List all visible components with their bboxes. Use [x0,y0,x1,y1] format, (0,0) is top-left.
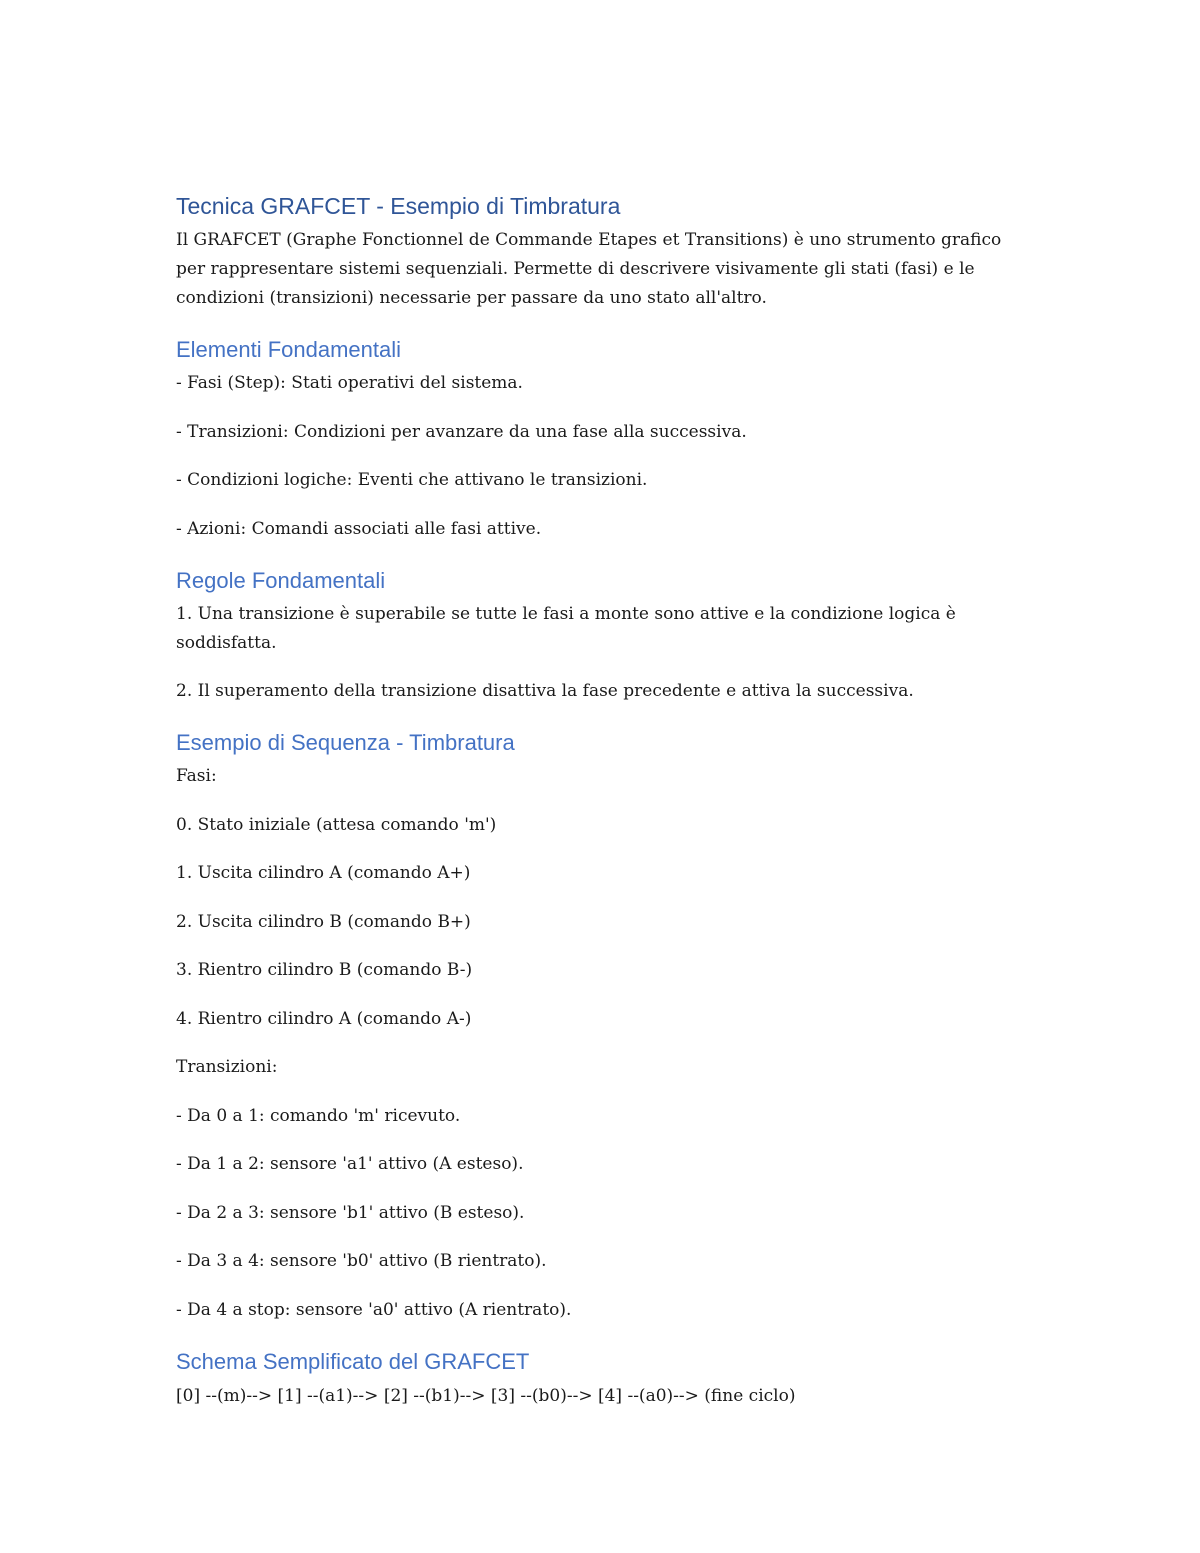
transizione-item: - Da 1 a 2: sensore 'a1' attivo (A esteso). [176,1154,524,1174]
schema-line: [0] --(m)--> [1] --(a1)--> [2] --(b1)--> [3] --(b0)--> [4] --(a0)--> (fine ciclo) [176,1385,796,1406]
transizione-item: - Da 0 a 1: comando 'm' ricevuto. [176,1105,461,1126]
list-item: - Azioni: Comandi associati alle fasi attive. [176,518,542,539]
document-page [176,190,1026,1411]
section-heading-schema: Schema Semplificato del GRAFCET [176,1348,530,1374]
fase-item: 4. Rientro cilindro A (comando A-) [176,1008,472,1029]
transizioni-label: Transizioni: [176,1057,278,1077]
rule-item: 1. Una transizione è superabile se tutte le fasi a monte sono attive e la condizione logica è soddisfatta. [176,603,956,653]
list-item: - Transizioni: Condizioni per avanzare da una fase alla successiva. [176,421,747,442]
section-heading-elementi: Elementi Fondamentali [176,337,402,362]
list-item: - Fasi (Step): Stati operativi del sistema. [176,373,523,393]
fase-item: 1. Uscita cilindro A (comando A+) [176,863,471,883]
transizione-item: - Da 2 a 3: sensore 'b1' attivo (B esteso). [176,1202,525,1223]
list-item: - Condizioni logiche: Eventi che attivano le transizioni. [176,470,648,490]
section-heading-esempio: Esempio di Sequenza - Timbratura [176,730,515,755]
section-heading-regole: Regole Fondamentali [176,567,386,593]
rule-item: 2. Il superamento della transizione disattiva la fase precedente e attiva la successiva. [176,681,914,701]
fase-item: 2. Uscita cilindro B (comando B+) [176,911,471,932]
fasi-label: Fasi: [176,766,217,786]
transizione-item: - Da 3 a 4: sensore 'b0' attivo (B rientrato). [176,1251,547,1271]
transizione-item: - Da 4 a stop: sensore 'a0' attivo (A rientrato). [176,1299,572,1320]
fase-item: 3. Rientro cilindro B (comando B-) [176,960,473,980]
intro-paragraph: Il GRAFCET (Graphe Fonctionnel de Commande Etapes et Transitions) è uno strumento grafico per rappresentare sistemi sequenziali. Permette di descrivere visivamente gli stati (fasi) e le condizioni (transizioni) necessarie per passare da uno stato all'altro. [176,230,1002,308]
fase-item: 0. Stato iniziale (attesa comando 'm') [176,814,497,835]
document-title: Tecnica GRAFCET - Esempio di Timbratura [176,193,621,219]
